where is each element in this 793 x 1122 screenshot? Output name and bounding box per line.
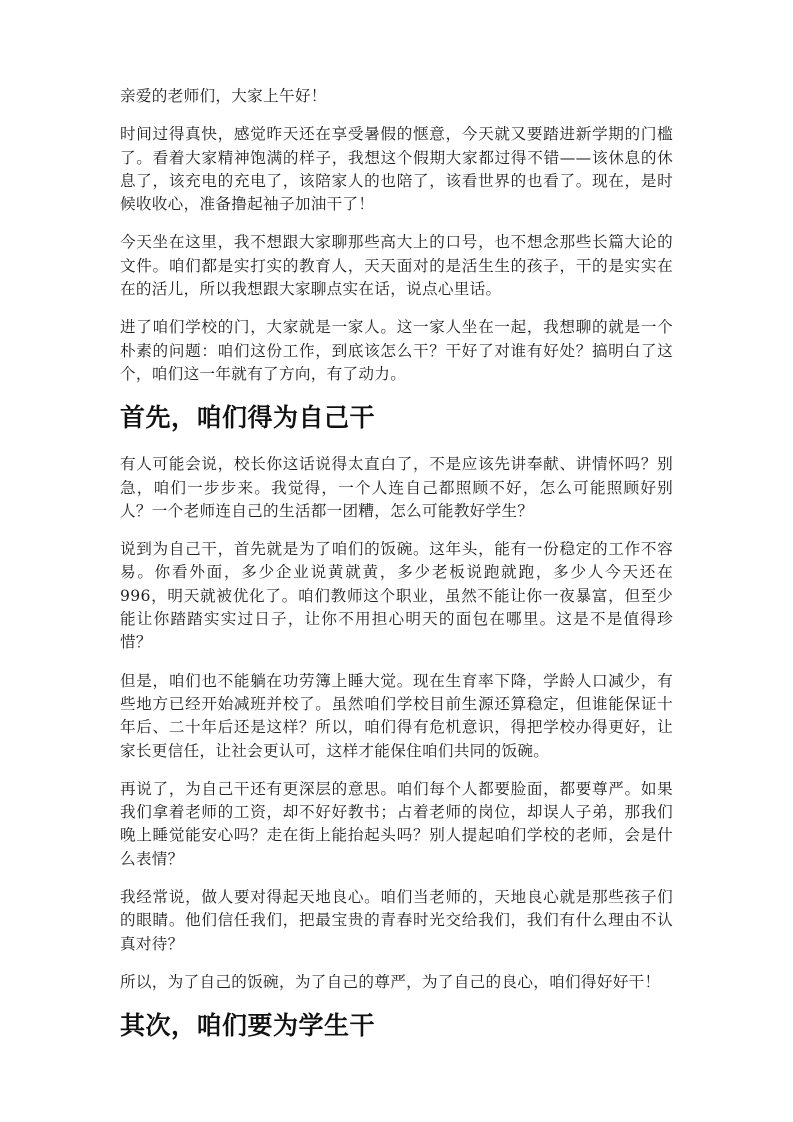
section-heading: 其次，咱们要为学生干 [120, 1011, 376, 1041]
section-heading: 首先，咱们得为自己干 [120, 403, 376, 433]
body-paragraph: 说到为自己干，首先就是为了咱们的饭碗。这年头，能有一份稳定的工作不容易。你看外面，多少企业说黄就黄，多少老板说跑就跑，多少人今天还在 996，明天就被优化了。咱们教师这个职业，虽然不能让你一夜暴富，但至少能让你踏踏实实过日子，让你不用担心明天的面包在哪里。这是不是值得珍惜？ [120, 540, 673, 652]
body-paragraph: 我经常说，做人要对得起天地良心。咱们当老师的，天地良心就是那些孩子们的眼睛。他们信任我们，把最宝贵的青春时光交给我们，我们有什么理由不认真对待？ [120, 888, 673, 953]
body-paragraph: 进了咱们学校的门，大家就是一家人。这一家人坐在一起，我想聊的就是一个朴素的问题：咱们这份工作，到底该怎么干？干好了对谁有好处？搞明白了这个，咱们这一年就有了方向，有了动力。 [120, 318, 673, 383]
body-paragraph: 今天坐在这里，我不想跟大家聊那些高大上的口号，也不想念那些长篇大论的文件。咱们都是实打实的教育人，天天面对的是活生生的孩子，干的是实实在在的活儿，所以我想跟大家聊点实在话，说点心里话。 [120, 233, 673, 299]
intro-paragraph: 时间过得真快，感觉昨天还在享受暑假的惬意，今天就又要踏进新学期的门槛了。看着大家精神饱满的样子，我想这个假期大家都过得不错——该休息的休息了，该充电的充电了，该陪家人的也陪了，该看世界的也看了。现在，是时候收收心，准备撸起袖子加油干了！ [120, 125, 673, 214]
body-paragraph: 但是，咱们也不能躺在功劳簿上睡大觉。现在生育率下降，学龄人口减少，有些地方已经开始减班并校了。虽然咱们学校目前生源还算稳定，但谁能保证十年后、二十年后还是这样？所以，咱们得有危机意识，得把学校办得更好，让家长更信任，让社会更认可，这样才能保住咱们共同的饭碗。 [120, 671, 673, 760]
body-paragraph: 所以，为了自己的饭碗，为了自己的尊严，为了自己的良心，咱们得好好干！ [120, 972, 661, 991]
greeting-paragraph: 亲爱的老师们，大家上午好！ [120, 87, 327, 105]
body-paragraph: 再说了，为自己干还有更深层的意思。咱们每个人都要脸面，都要尊严。如果我们拿着老师的工资，却不好好教书；占着老师的岗位，却误人子弟，那我们晚上睡觉能安心吗？走在街上能抬起头吗？别人提起咱们学校的老师，会是什么表情？ [120, 779, 673, 868]
body-paragraph: 有人可能会说，校长你这话说得太直白了，不是应该先讲奉献、讲情怀吗？别急，咱们一步步来。我觉得，一个人连自己都照顾不好，怎么可能照顾好别人？一个老师连自己的生活都一团糟，怎么可能教好学生？ [120, 455, 673, 520]
document-page [120, 85, 673, 1061]
